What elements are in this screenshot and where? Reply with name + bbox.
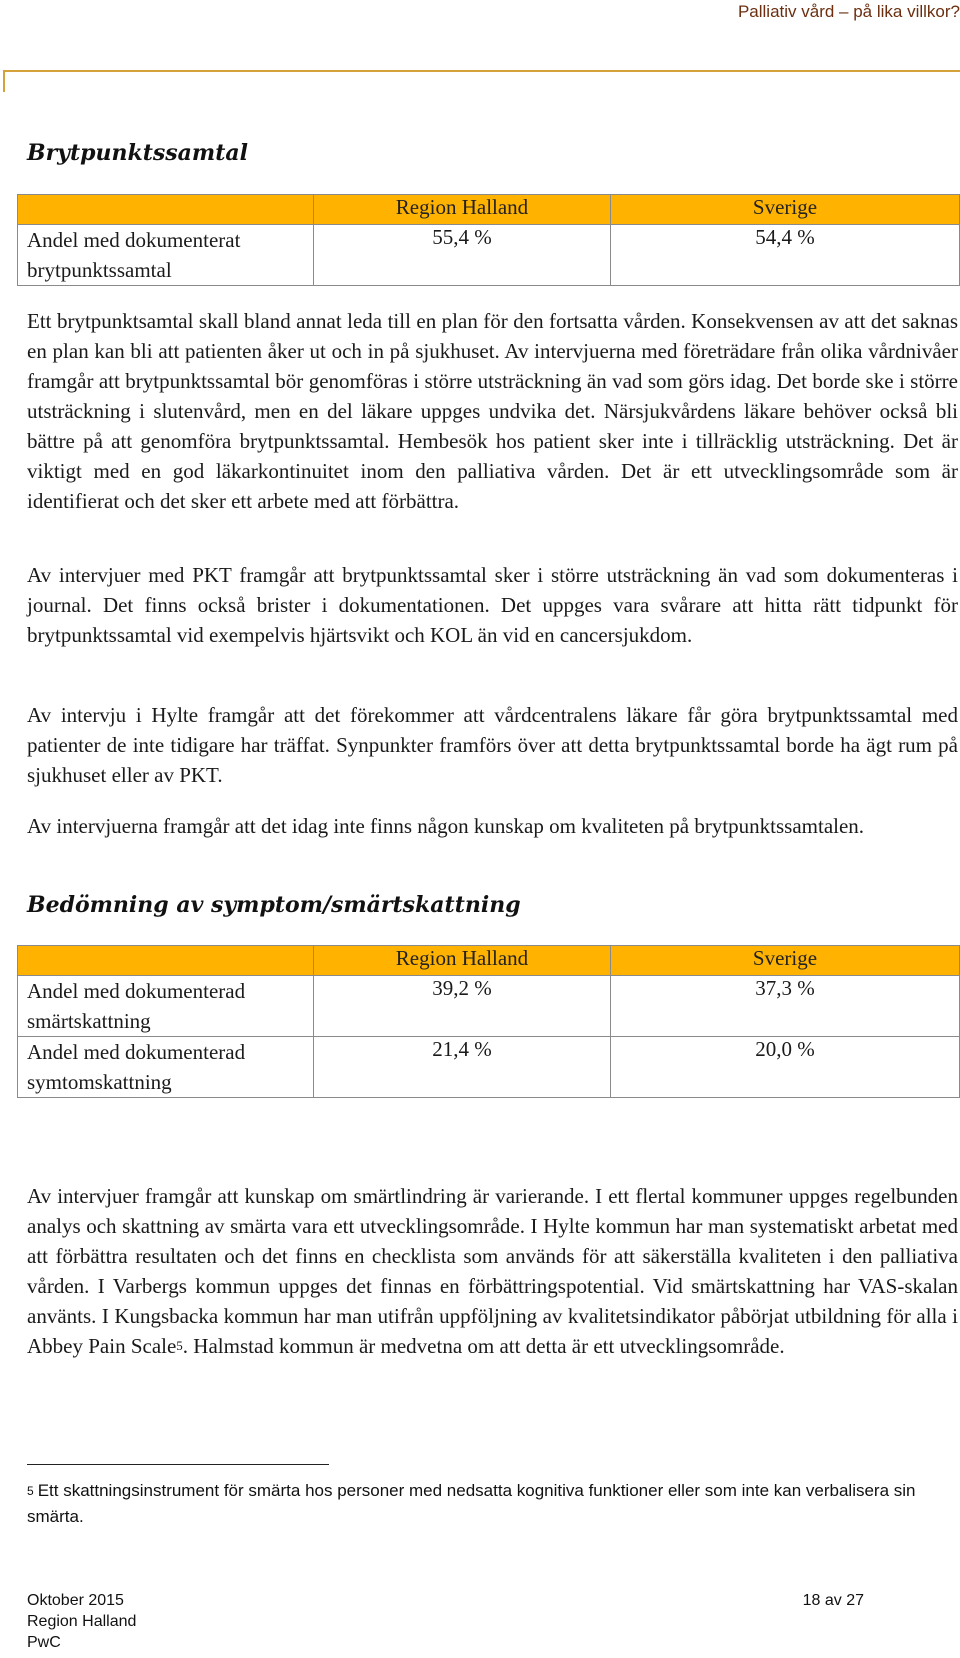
footnote-text: Ett skattningsinstrument för smärta hos personer med nedsatta kognitiva funktioner eller som inte kan verbalisera sin smärta. (27, 1481, 916, 1526)
paragraph: Ett brytpunktsamtal skall bland annat leda till en plan för den fortsatta vården. Konsekvensen av att det saknas en plan kan bli att patienten åker ut och in på sjukhuset. Av intervjuerna med företrädare från olika vårdnivåer framgår att brytpunktssamtal bör genomföras i större utsträckning än vad som görs idag. Det borde ske i större utsträckning i slutenvård, men en del läkare uppges undvika det. Närsjukvårdens läkare behöver också bli bättre på att genomföra brytpunktssamtal. Hembesök hos patient sker inte i tillräcklig utsträckning. Det är viktigt med en god läkarkontinuitet inom den palliativa vården. Det är ett utvecklingsområde som är identifierat och det sker ett arbete med att förbättra. (27, 309, 958, 513)
brytpunktssamtal-table (17, 194, 960, 286)
footer-date: Oktober 2015 (27, 1592, 124, 1609)
table-row (18, 225, 960, 286)
running-header-title: Palliativ vård – på lika villkor? (737, 2, 960, 21)
paragraph: Av intervjuerna framgår att det idag inte finns någon kunskap om kvaliteten på brytpunktssamtalen. (27, 814, 865, 838)
section-heading-brytpunktssamtal: Brytpunktssamtal (27, 140, 248, 166)
header-corner-mark (3, 70, 5, 92)
column-header-sverige: Sverige (611, 195, 960, 225)
paragraph: Av intervjuer med PKT framgår att brytpunktssamtal sker i större utsträckning än vad som dokumenteras i journal. Det finns också brister i dokumentationen. Det uppges vara svårare att hitta rätt tidpunkt för brytpunktssamtal vid exempelvis hjärtsvikt och KOL än vid en cancersjukdom. (27, 563, 958, 647)
column-header-region: Region Halland (314, 946, 611, 976)
table-row (18, 1037, 960, 1098)
section-heading-symptom: Bedömning av symptom/smärtskattning (27, 892, 521, 918)
value-sverige: 20,0 % (611, 1037, 960, 1098)
row-label (18, 1037, 314, 1098)
row-label (18, 225, 314, 286)
footnote-number: 5 (27, 1484, 34, 1498)
paragraph (27, 1181, 958, 1361)
row-label (18, 976, 314, 1037)
footer-info (27, 1590, 136, 1653)
row-label-line: Andel med dokumenterad (27, 979, 246, 1003)
paragraph: Av intervju i Hylte framgår att det förekommer att vårdcentralens läkare får göra brytpunktssamtal med patienter de inte tidigare har träffat. Synpunkter framförs över att detta brytpunktssamtal borde ha ägt rum på sjukhuset eller av PKT. (27, 703, 958, 787)
table-row (18, 976, 960, 1037)
column-header-region: Region Halland (314, 195, 611, 225)
row-label-line: Andel med dokumenterat (27, 228, 241, 252)
value-region: 21,4 % (314, 1037, 611, 1098)
footnote (27, 1478, 958, 1530)
value-sverige: 54,4 % (611, 225, 960, 286)
row-label-line: smärtskattning (27, 1009, 151, 1033)
row-label-line: brytpunktssamtal (27, 258, 172, 282)
column-header-sverige: Sverige (611, 946, 960, 976)
table-header-row (18, 946, 960, 976)
footnote-reference: 5 (176, 1338, 183, 1353)
header-divider (3, 70, 960, 72)
footnote-divider (27, 1464, 329, 1465)
row-label-line: Andel med dokumenterad (27, 1040, 246, 1064)
table-header-row (18, 195, 960, 225)
table-corner-cell (18, 946, 314, 976)
value-sverige: 37,3 % (611, 976, 960, 1037)
table-corner-cell (18, 195, 314, 225)
paragraph-text: Av intervjuer framgår att kunskap om smärtlindring är varierande. I ett flertal kommuner uppges regelbunden analys och skattning av smärta vara ett utvecklingsområde. I Hylte kommun har man systematiskt arbetat med att förbättra resultaten och det finns en checklista som används för att säkerställa kvaliteten i den palliativa vården. I Varbergs kommun uppges det finnas en förbättringspotential. Vid smärtskattning har VAS-skalan använts. I Kungsbacka kommun har man utifrån uppföljning av kvalitetsindikator påbörjat utbildning för alla i Abbey Pain Scale (27, 1184, 958, 1358)
symptom-table (17, 945, 960, 1098)
value-region: 55,4 % (314, 225, 611, 286)
footer-firm: PwC (27, 1634, 61, 1651)
paragraph-text: . Halmstad kommun är medvetna om att detta är ett utvecklingsområde. (182, 1334, 785, 1358)
page-number: 18 av 27 (802, 1592, 864, 1609)
footer-org: Region Halland (27, 1613, 137, 1630)
row-label-line: symtomskattning (27, 1070, 172, 1094)
value-region: 39,2 % (314, 976, 611, 1037)
